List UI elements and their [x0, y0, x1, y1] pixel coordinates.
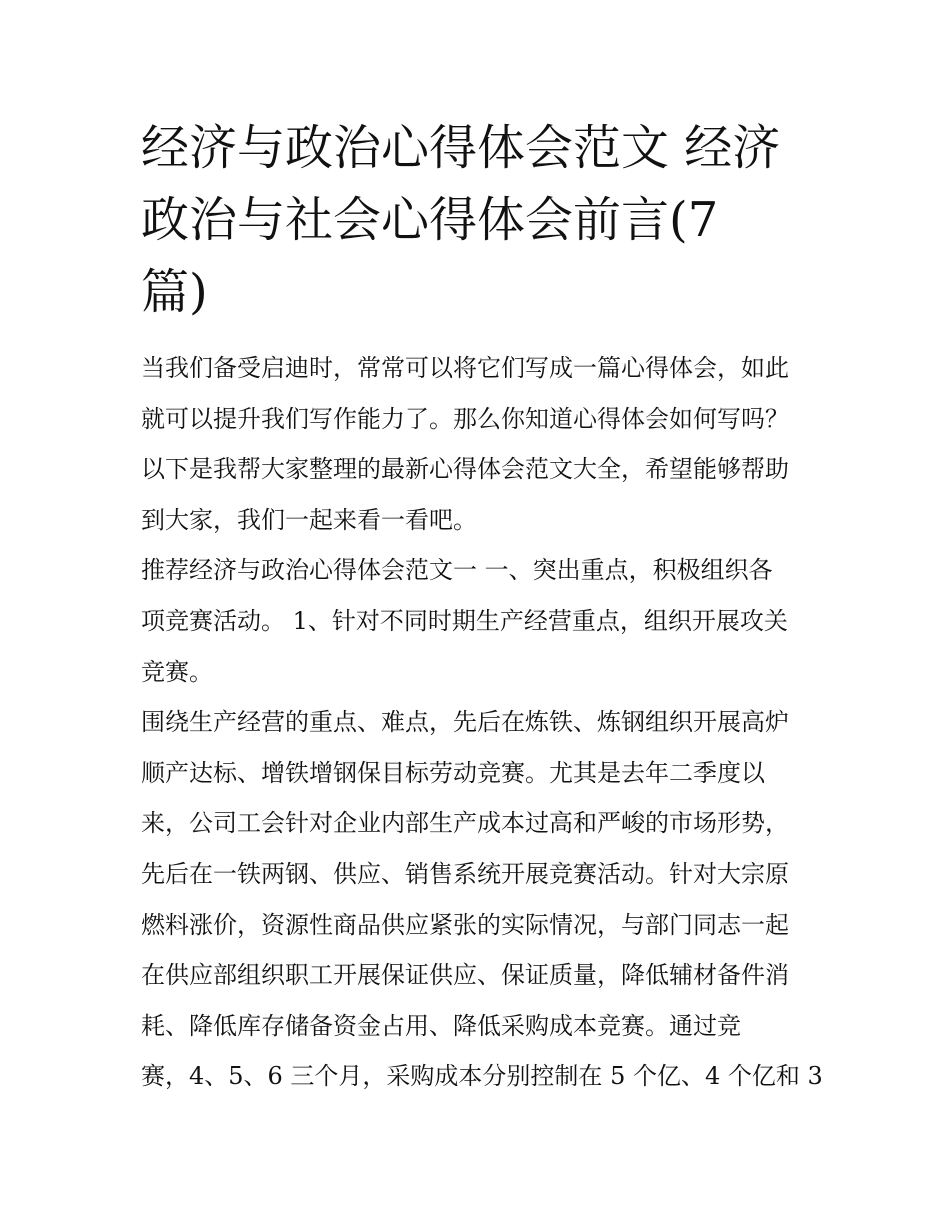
text-line: 就可以提升我们写作能力了。那么你知道心得体会如何写吗？ [141, 404, 789, 433]
text-line: 围绕生产经营的重点、难点，先后在炼铁、炼钢组织开展高炉 [141, 708, 789, 737]
text-line: 燃料涨价，资源性商品供应紧张的实际情况，与部门同志一起 [141, 910, 789, 939]
title-line: 经济与政治心得体会范文 经济 [141, 120, 781, 176]
text-line: 竞赛。 [141, 657, 213, 686]
text-line: 耗、降低库存储备资金占用、降低采购成本竞赛。通过竞 [141, 1011, 741, 1040]
text-line: 推荐经济与政治心得体会范文一 一、突出重点，积极组织各 [141, 556, 773, 585]
document-title [141, 112, 813, 328]
paragraph-intro [141, 343, 813, 545]
text-line: 以下是我帮大家整理的最新心得体会范文大全，希望能够帮助 [141, 455, 789, 484]
paragraph-recommend [141, 545, 813, 697]
title-line: 篇) [141, 264, 208, 320]
text-line: 顺产达标、增铁增钢保目标劳动竞赛。尤其是去年二季度以 [141, 758, 765, 787]
text-line: 到大家，我们一起来看一看吧。 [141, 505, 477, 534]
document-body [141, 343, 823, 1102]
text-line: 项竞赛活动。 1、针对不同时期生产经营重点，组织开展攻关 [141, 606, 788, 635]
document-page [141, 112, 823, 1102]
paragraph-main [141, 697, 823, 1102]
title-line: 政治与社会心得体会前言(7 [141, 192, 719, 248]
text-line: 赛，4、5、6 三个月，采购成本分别控制在 5 个亿、4 个亿和 3 [141, 1062, 823, 1091]
text-line: 先后在一铁两钢、供应、销售系统开展竞赛活动。针对大宗原 [141, 859, 789, 888]
text-line: 来，公司工会针对企业内部生产成本过高和严峻的市场形势， [141, 809, 789, 838]
text-line: 当我们备受启迪时，常常可以将它们写成一篇心得体会，如此 [141, 354, 789, 382]
text-line: 在供应部组织职工开展保证供应、保证质量，降低辅材备件消 [141, 961, 789, 990]
